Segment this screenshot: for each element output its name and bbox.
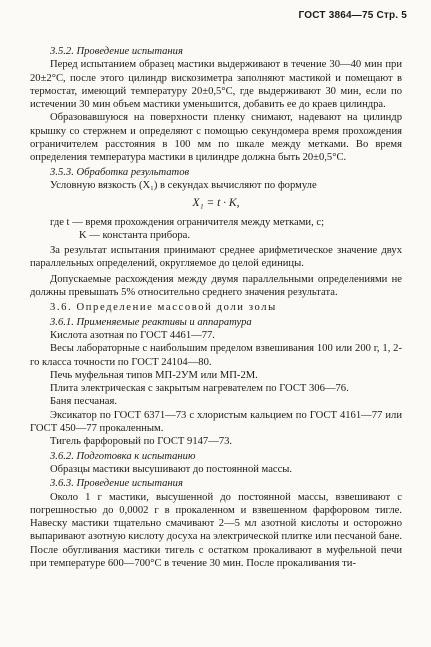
paragraph: Образцы мастики высушивают до постоянной массы. — [50, 463, 293, 475]
section-heading-3-6: 3.6. Определение массовой доли золы — [50, 302, 277, 314]
list-item: Эксикатор по ГОСТ 6371—73 с хлористым кальцием по ГОСТ 4161—77 или ГОСТ 450—77 прокаленным. — [30, 409, 402, 435]
section-heading-3-6-3: 3.6.3. Проведение испытания — [50, 478, 183, 490]
list-item: Весы лабораторные с наибольшим пределом взвешивания 100 или 200 г, 1, 2-го класса точности по ГОСТ 24104—80. — [30, 343, 402, 368]
definition: где t — время прохождения ограничителя между метками, с; — [50, 216, 325, 228]
definition: K — константа прибора. — [79, 229, 191, 241]
paragraph: Допускаемые расхождения между двумя параллельными определениями не должны превышать 5% относительно среднего значения результата. — [30, 273, 402, 299]
section-heading-3-5-2: 3.5.2. Проведение испытания — [50, 46, 183, 57]
formula: X₁ = t · K, — [192, 197, 240, 210]
section-heading-3-6-1: 3.6.1. Применяемые реактивы и аппаратура — [50, 316, 252, 328]
section-heading-3-6-2: 3.6.2. Подготовка к испытанию — [50, 450, 196, 462]
page-header: ГОСТ 3864—75 Стр. 5 — [298, 10, 407, 21]
list-item: Тигель фарфоровый по ГОСТ 9147—73. — [50, 436, 233, 448]
list-item: Печь муфельная типов МП-2УМ или МП-2М. — [50, 369, 258, 381]
section-heading-3-5-3: 3.5.3. Обработка результатов — [50, 166, 190, 178]
paragraph: За результат испытания принимают среднее арифметическое значение двух параллельных определений, округляемое до целой единицы. — [30, 245, 402, 270]
document-body — [30, 44, 402, 570]
paragraph: Образовавшуюся на поверхности пленку снимают, надевают на цилиндр крышку со стержнем и определяют с помощью секундомера время прохождения ограничителем расстояния в 100 мм по шкале между метками. Во время определения температура мастики в цилиндре должна быть 20±0,5°С. — [30, 112, 402, 164]
paragraph: Условную вязкость (X₁) в секундах вычисляют по формуле — [50, 179, 317, 191]
list-item: Баня песчаная. — [50, 396, 118, 408]
paragraph: Перед испытанием образец мастики выдерживают в течение 30—40 мин при 20±2°С, после этого цилиндр вискозиметра заполняют мастикой и помещают в термостат, имеющий температуру 20±0,5°С, где выдерживают 30 мин, если по истечении 30 мин объем мастики уменьшится, добавить ее до краев цилиндра. — [30, 59, 402, 111]
paragraph: Около 1 г мастики, высушенной до постоянной массы, взвешивают с погрешностью до 0,0002 г в прокаленном и взвешенном фарфоровом тигле. Навеску мастики тщательно смачивают 2—5 мл азотной кислоты и осторожно выпаривают азотную кислоту досуха на электрической плитке или песчаной бане. После обугливания мастики тигель с остатком прокаливают в муфельной печи при температуре 600—700°С в течение 30 мин. После прокаливания ти- — [30, 491, 402, 569]
list-item: Кислота азотная по ГОСТ 4461—77. — [50, 329, 215, 341]
list-item: Плита электрическая с закрытым нагревателем по ГОСТ 306—76. — [50, 383, 349, 395]
